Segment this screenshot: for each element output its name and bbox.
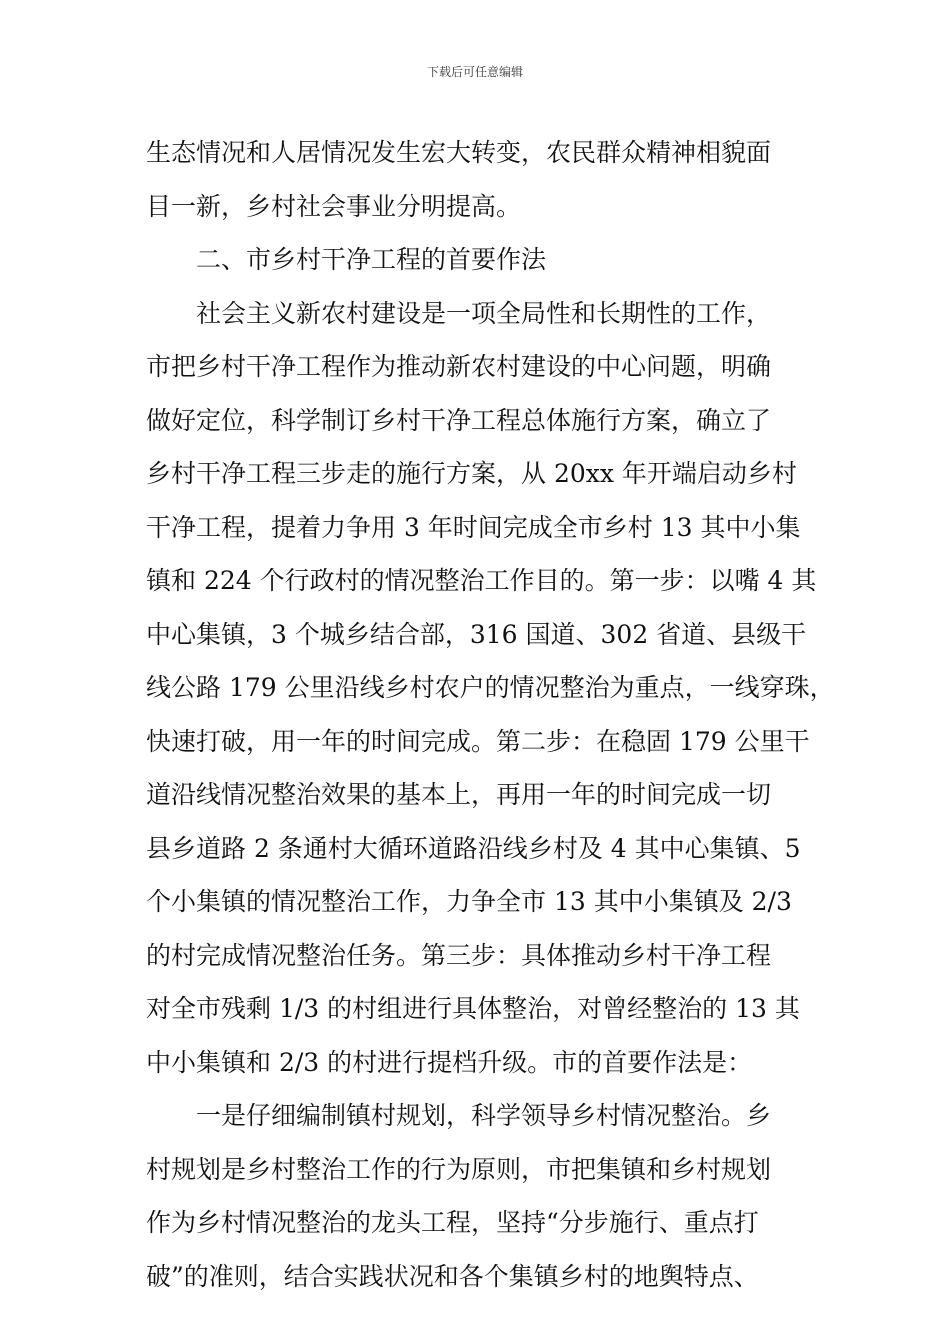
text-line: 快速打破，用一年的时间完成。第二步：在稳固 179 公里干 — [146, 726, 810, 756]
text-line: 乡村干净工程三步走的施行方案，从 20xx 年开端启动乡村 — [146, 459, 797, 488]
document-body — [146, 126, 835, 1303]
text-line: 目一新，乡村社会事业分明提高。 — [146, 191, 522, 221]
text-line: 生态情况和人居情况发生宏大转变，农民群众精神相貌面 — [146, 138, 772, 167]
page-header: 下载后可任意编辑 — [426, 65, 523, 79]
text-line: 个小集镇的情况整治工作，力争全市 13 其中小集镇及 2/3 — [146, 887, 792, 916]
text-line: 村规划是乡村整治工作的行为原则，市把集镇和乡村规划 — [146, 1154, 772, 1184]
section-heading: 二、市乡村干净工程的首要作法 — [196, 245, 547, 274]
text-line: 一是仔细编制镇村规划，科学领导乡村情况整治。乡 — [196, 1101, 772, 1130]
text-line: 社会主义新农村建设是一项全局性和长期性的工作， — [196, 298, 772, 328]
text-line: 破”的准则，结合实践状况和各个集镇乡村的地舆特点、 — [146, 1261, 759, 1291]
text-line: 的村完成情况整治任务。第三步：具体推动乡村干净工程 — [146, 940, 772, 970]
text-line: 中心集镇，3 个城乡结合部，316 国道、302 省道、县级干 — [146, 619, 807, 649]
text-line: 线公路 179 公里沿线乡村农户的情况整治为重点，一线穿珠， — [146, 673, 835, 702]
text-line: 对全市残剩 1/3 的村组进行具体整治，对曾经整治的 13 其 — [146, 994, 800, 1023]
text-line: 做好定位，科学制订乡村干净工程总体施行方案，确立了 — [146, 405, 772, 435]
text-line: 镇和 224 个行政村的情况整治工作目的。第一步：以嘴 4 其 — [146, 566, 817, 595]
text-line: 市把乡村干净工程作为推动新农村建设的中心问题，明确 — [146, 352, 772, 381]
text-line: 道沿线情况整治效果的基本上，再用一年的时间完成一切 — [146, 780, 772, 809]
text-line: 干净工程，提着力争用 3 年时间完成全市乡村 13 其中小集 — [146, 512, 801, 542]
text-line: 县乡道路 2 条通村大循环道路沿线乡村及 4 其中心集镇、5 — [146, 833, 801, 863]
text-line: 中小集镇和 2/3 的村进行提档升级。市的首要作法是： — [146, 1047, 753, 1077]
text-line: 作为乡村情况整治的龙头工程，坚持“分步施行、重点打 — [146, 1208, 759, 1237]
